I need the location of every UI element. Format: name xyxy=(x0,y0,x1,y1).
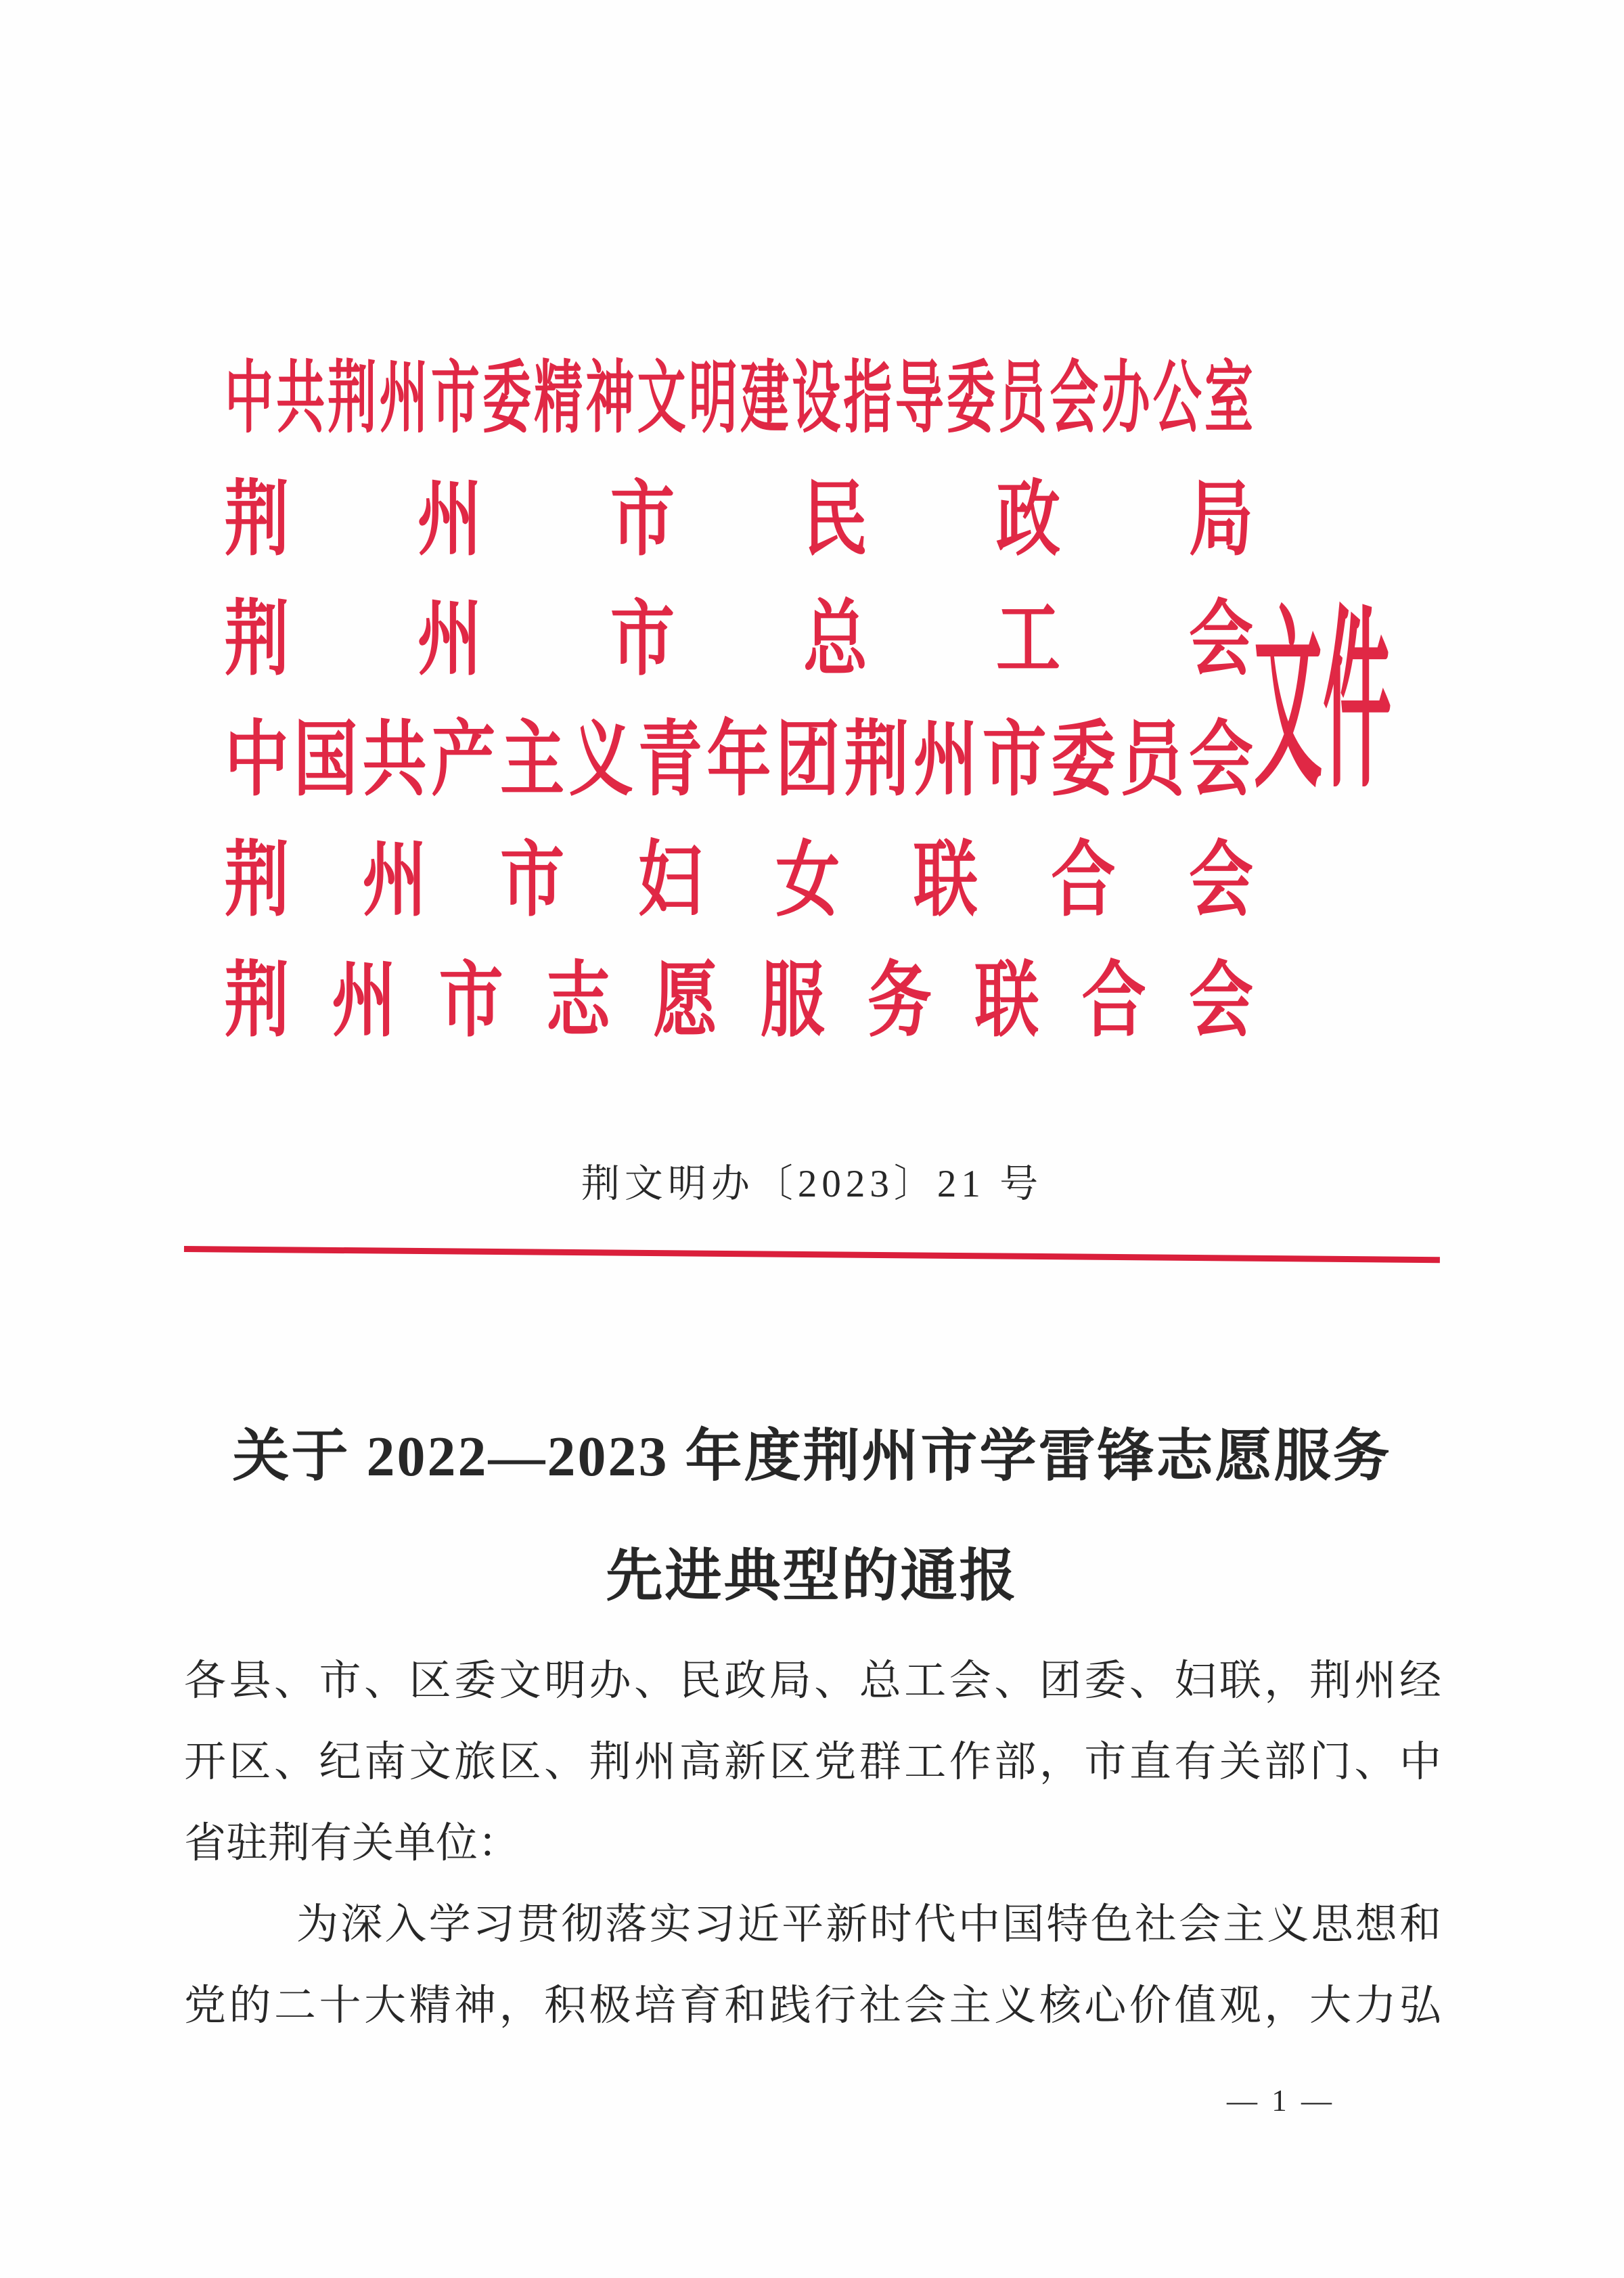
document-title-line-1: 关于 2022—2023 年度荆州市学雷锋志愿服务 xyxy=(232,1425,1392,1488)
letterhead-org-line-4: 中国共产主义青年团荆州市委员会 xyxy=(225,714,1253,806)
letterhead-org-line-6: 荆州市志愿服务联合会 xyxy=(225,955,1253,1047)
addressee-line-3: 省驻荆有关单位： xyxy=(184,1821,520,1867)
paragraph-line-1: 为深入学习贯彻落实习近平新时代中国特色社会主义思想和 xyxy=(296,1902,1441,1948)
letterhead-org-line-1: 中共荆州市委精神文明建设指导委员会办公室 xyxy=(225,355,1253,443)
addressee-line-2: 开区、纪南文旅区、荆州高新区党群工作部，市直有关部门、中 xyxy=(184,1739,1441,1785)
letterhead-org-line-5: 荆州市妇女联合会 xyxy=(225,834,1253,926)
red-separator-line xyxy=(184,1246,1440,1263)
addressee-line-1: 各县、市、区委文明办、民政局、总工会、团委、妇联，荆州经 xyxy=(184,1658,1441,1704)
doc-type-label: 文件 xyxy=(1254,594,1393,811)
page-number: — 1 — xyxy=(1227,2084,1335,2118)
document-body xyxy=(184,1655,1441,2061)
letterhead-org-line-2: 荆州市民政局 xyxy=(225,474,1253,566)
document-title-line-2: 先进典型的通报 xyxy=(606,1545,1018,1608)
paragraph-line-2: 党的二十大精神，积极培育和践行社会主义核心价值观，大力弘 xyxy=(184,1983,1441,2029)
letterhead-org-line-3: 荆州市总工会 xyxy=(225,594,1253,686)
doc-reference-number: 荆文明办〔2023〕21 号 xyxy=(581,1163,1043,1205)
